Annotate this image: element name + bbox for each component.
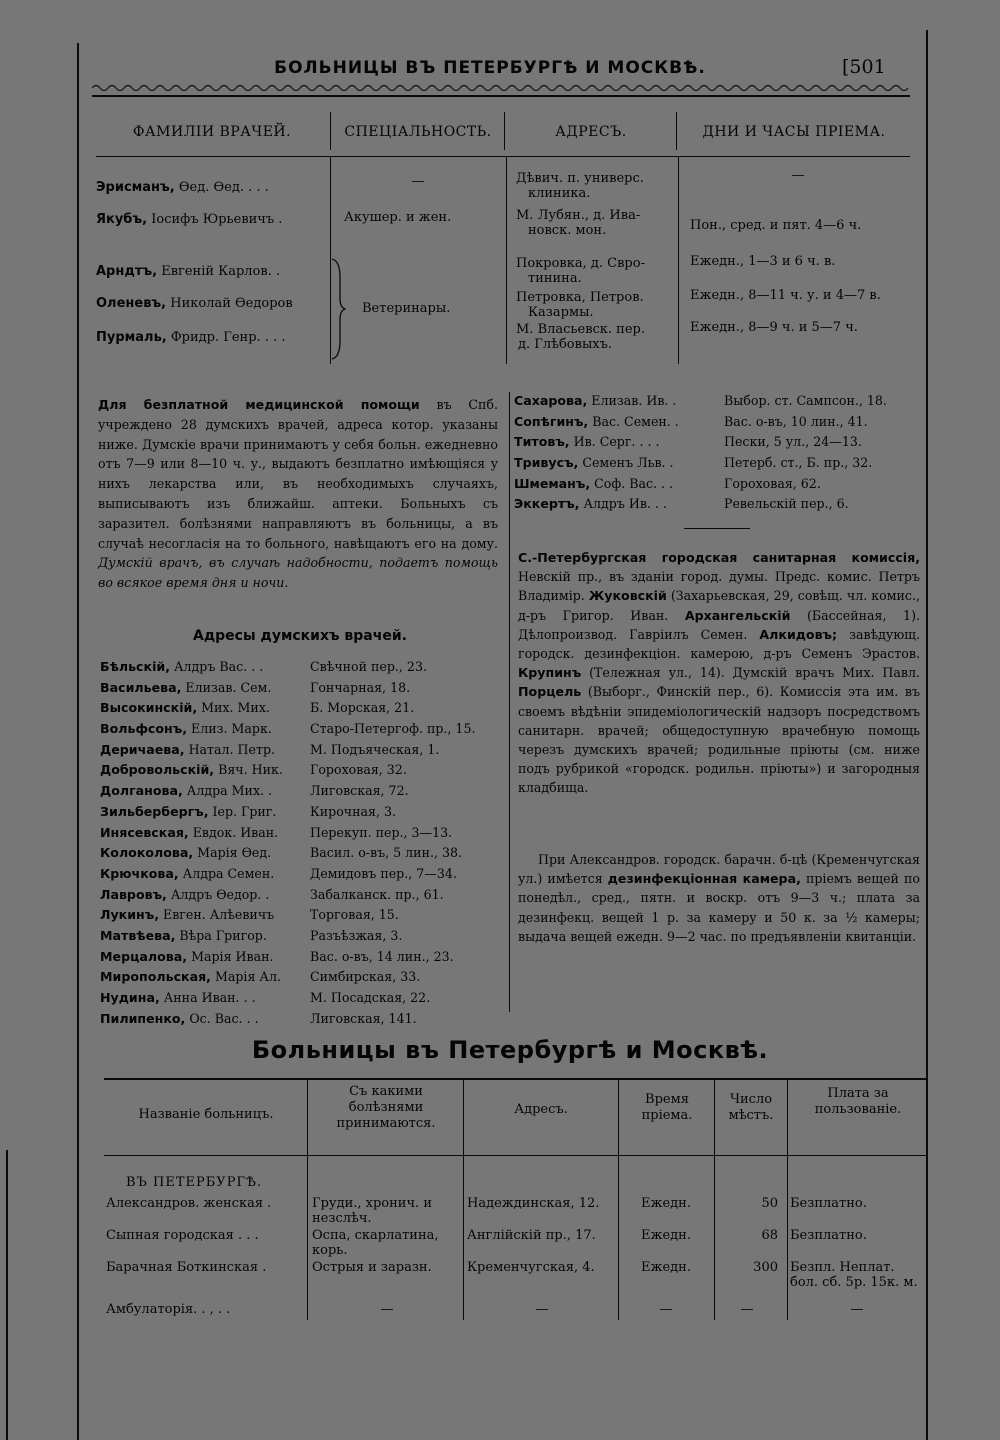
doctor-address: Лиговская, 141. xyxy=(310,1010,417,1026)
duma-doctor-entry xyxy=(514,496,924,517)
doctor-surname: Лавровъ, xyxy=(100,886,167,902)
hospital-address-cell: Надеждинская, 12. xyxy=(467,1196,600,1211)
hospitals-header-rule xyxy=(104,1155,926,1156)
doctor-surname: Лукинъ, xyxy=(100,907,159,923)
doctor-surname: Деричаева, xyxy=(100,741,185,757)
disinfection-paragraph: При Александров. городск. барачн. б-цѣ (Кременчугская ул.) имѣется дезинфекцiонная камера, прiемъ вещей по понедѣл., сред., пятн. и воскр. отъ 9—3 ч.; плата за дезинфекц. вещей 1 р. за камеру и 50 к. за ½ камеры; выдача вещей ежедн. 9—2 час. по предъявленiи квитанцiи. xyxy=(518,852,920,944)
doctors-col-hours: ДНИ И ЧАСЫ ПРIЕМА. xyxy=(702,124,886,140)
doctor-surname: Бѣльскiй, xyxy=(100,659,170,674)
doctor-given-name: Алдръ Ѳедор. . xyxy=(170,886,270,902)
doctor-address: Симбирская, 33. xyxy=(310,969,421,985)
doctor-surname: Эккертъ, xyxy=(514,496,580,512)
vet-specialty: Ветеринары. xyxy=(362,301,451,316)
doctor-given-name: Натал. Петр. xyxy=(188,741,276,757)
doctor-row-hours: Пон., сред. и пят. 4—6 ч. xyxy=(690,218,862,233)
duma-doctor-entry xyxy=(100,804,510,825)
hospital-places-cell: — xyxy=(740,1302,754,1317)
doctor-surname: Добровольскiй, xyxy=(100,762,215,778)
hospitals-top-rule xyxy=(104,1078,926,1080)
hospital-places-cell: 300 xyxy=(753,1260,778,1275)
doctor-address: Торговая, 15. xyxy=(310,907,399,923)
doctor-row-name: Эрисманъ, Ѳед. Ѳед. . . . xyxy=(96,180,269,195)
doctor-address: Перекуп. пер., 3—13. xyxy=(310,824,453,840)
doctor-given-name: Алдра Мих. . xyxy=(186,783,273,799)
doctor-row-hours: Ежедн., 8—11 ч. у. и 4—7 в. xyxy=(690,288,881,303)
hosp-col-places: Число мѣстъ. xyxy=(728,1092,774,1123)
doctor-row-address: Петровка, Петров. Казармы. xyxy=(516,290,644,320)
right-border xyxy=(926,30,928,1440)
doctor-given-name: Алдра Семен. xyxy=(182,865,275,881)
duma-doctor-entry xyxy=(100,907,510,928)
duma-doctor-entry xyxy=(100,783,510,804)
page-edge-line xyxy=(6,1150,8,1440)
hosp-divider-2 xyxy=(463,1080,464,1320)
doctor-address: Старо-Петергоф. пр., 15. xyxy=(310,721,476,737)
doctor-given-name: Евген. Алѣевичъ xyxy=(163,907,275,923)
doctor-given-name: Вѣра Григор. xyxy=(179,927,267,943)
doctor-surname: Матвѣева, xyxy=(100,927,176,943)
doctor-row-name: Якубъ, Iосифъ Юрьевичъ . xyxy=(96,212,283,227)
doctor-address: Гороховая, 62. xyxy=(724,475,821,491)
doctor-given-name: Елизав. Ив. . xyxy=(591,393,677,408)
hospital-address-cell: — xyxy=(535,1302,549,1317)
doctor-row-address: Дѣвич. п. универс. клиника. xyxy=(516,171,644,201)
doctor-address: Петерб. ст., Б. пр., 32. xyxy=(724,455,873,471)
hosp-col-address: Адресъ. xyxy=(514,1102,568,1117)
hospital-fee-cell: — xyxy=(850,1302,864,1317)
doctors-col-specialty: СПЕЦIАЛЬНОСТЬ. xyxy=(344,124,492,140)
doctor-surname: Инясевская, xyxy=(100,824,189,840)
hospital-address-cell: Англiйскiй пр., 17. xyxy=(467,1228,596,1243)
duma-doctor-entry xyxy=(100,969,510,990)
duma-doctor-entry xyxy=(100,659,510,680)
doctor-surname: Вольфсонъ, xyxy=(100,721,188,737)
doctor-address: Б. Морская, 21. xyxy=(310,700,415,716)
doctor-row-hours: Ежедн., 1—3 и 6 ч. в. xyxy=(690,254,836,269)
doctors-body-divider-2 xyxy=(506,156,507,364)
hospital-disease-cell: Груди., хронич. и незслѣч. xyxy=(312,1196,432,1226)
doctor-given-name: Елизав. Сем. xyxy=(185,679,272,695)
doctor-row-address: М. Власьевск. пер. д. Глѣбовыхъ. xyxy=(516,322,645,352)
doctor-address: Вас. о-въ, 10 лин., 41. xyxy=(724,413,868,429)
hosp-divider-5 xyxy=(787,1080,788,1320)
doctor-address: Ревельскiй пер., 6. xyxy=(724,496,849,512)
duma-doctors-list-right xyxy=(514,393,924,517)
duma-doctor-entry xyxy=(514,414,924,435)
doctor-surname: Колоколова, xyxy=(100,845,194,861)
hosp-divider-4 xyxy=(714,1080,715,1320)
duma-doctor-entry xyxy=(100,1011,510,1032)
doctor-given-name: Ив. Серг. . . . xyxy=(573,434,660,450)
doctor-address: Свѣчной пер., 23. xyxy=(310,659,427,674)
hospital-name-cell: Амбулаторiя. . , . . xyxy=(106,1302,231,1317)
doctor-row-hours: Ежедн., 8—9 ч. и 5—7 ч. xyxy=(690,320,858,335)
doctor-given-name: Вас. Семен. . xyxy=(592,413,679,429)
hospital-time-cell: Ежедн. xyxy=(641,1196,691,1211)
doctor-surname: Крючкова, xyxy=(100,865,179,881)
hosp-col-time: Время прiема. xyxy=(641,1092,693,1123)
hosp-col-fee: Плата за пользованiе. xyxy=(814,1086,902,1117)
doctor-given-name: Iер. Григ. xyxy=(212,803,277,819)
doctor-given-name: Ос. Вас. . . xyxy=(189,1010,259,1026)
doctors-col-address: АДРЕСЪ. xyxy=(555,124,627,140)
wavy-rule xyxy=(92,82,910,94)
doctor-given-name: Вяч. Ник. xyxy=(218,762,283,778)
duma-doctor-entry xyxy=(100,866,510,887)
doctor-address: М. Подъяческая, 1. xyxy=(310,741,440,757)
duma-doctor-entry xyxy=(100,721,510,742)
doctor-surname: Сахарова, xyxy=(514,393,588,408)
doctor-address: Забалканск. пр., 61. xyxy=(310,886,444,902)
doctor-surname: Зильбербергъ, xyxy=(100,803,209,819)
doctor-row-hours: — xyxy=(791,168,805,183)
hosp-divider-1 xyxy=(307,1080,308,1320)
doctor-address: М. Посадская, 22. xyxy=(310,990,431,1005)
hosp-col-disease: Съ какими болѣзнями принимаются. xyxy=(336,1084,436,1131)
duma-doctor-entry xyxy=(100,845,510,866)
doctor-address: Разъѣзжая, 3. xyxy=(310,927,403,943)
hospital-disease-cell: Оспа, скарлатина, корь. xyxy=(312,1228,439,1258)
duma-doctor-entry xyxy=(100,949,510,970)
header-rule xyxy=(92,95,910,97)
doctor-address: Васил. о-въ, 5 лин., 38. xyxy=(310,845,463,861)
left-border xyxy=(77,43,79,1440)
doctor-surname: Нудина, xyxy=(100,990,160,1005)
doctor-given-name: Семенъ Льв. . xyxy=(582,455,674,471)
doctor-given-name: Алдръ Ив. . . xyxy=(583,496,667,512)
duma-doctor-entry xyxy=(100,762,510,783)
duma-doctor-entry xyxy=(100,990,510,1011)
doctor-surname: Васильева, xyxy=(100,679,182,695)
doctor-address: Гончарная, 18. xyxy=(310,679,411,695)
hospital-name-cell: Александров. женская . xyxy=(106,1196,272,1211)
hosp-section-label: ВЪ ПЕТЕРБУРГѢ. xyxy=(126,1175,263,1190)
duma-doctor-entry xyxy=(514,455,924,476)
doctor-address: Вас. о-въ, 14 лин., 23. xyxy=(310,948,454,964)
hospital-time-cell: Ежедн. xyxy=(641,1260,691,1275)
duma-doctor-entry xyxy=(100,928,510,949)
duma-doctors-title: Адресы думскихъ врачей. xyxy=(193,628,407,644)
hospital-disease-cell: Острыя и заразн. xyxy=(312,1260,432,1275)
doctor-row-name: Пурмаль, Фридр. Генр. . . . xyxy=(96,330,286,345)
column-divider xyxy=(509,392,510,1012)
doctor-row-name: Арндтъ, Евгенiй Карлов. . xyxy=(96,264,281,279)
duma-doctor-entry xyxy=(514,476,924,497)
duma-doctor-entry xyxy=(100,742,510,763)
doctor-row-address: Покровка, д. Свро- тинина. xyxy=(516,256,645,286)
doctors-divider-3 xyxy=(676,112,677,150)
doctor-address: Демидовъ пер., 7—34. xyxy=(310,865,457,881)
duma-doctor-entry xyxy=(100,680,510,701)
doctor-surname: Пилипенко, xyxy=(100,1010,186,1026)
doctor-row-name: Оленевъ, Николай Ѳедоров xyxy=(96,296,293,311)
brace-icon xyxy=(330,257,346,361)
doctor-address: Гороховая, 32. xyxy=(310,762,407,778)
doctor-address: Выбор. ст. Сампсон., 18. xyxy=(724,393,887,408)
hospitals-title: Больницы въ Петербургѣ и Москвѣ. xyxy=(251,1036,769,1064)
doctor-surname: Сопѣгинъ, xyxy=(514,413,589,429)
doctor-given-name: Мих. Мих. xyxy=(201,700,270,716)
hospital-fee-cell: Безплатно. xyxy=(790,1196,867,1211)
doctor-surname: Шмеманъ, xyxy=(514,475,591,491)
doctor-given-name: Марiя Ал. xyxy=(214,969,281,985)
free-help-paragraph: Для безплатной медицинской помощи въ Спб. учреждено 28 думскихъ врачей, адреса котор. указаны ниже. Думскiе врачи принимаютъ у себя больн. ежедневно отъ 7—9 или 8—10 ч. у., выдаютъ безплатно имѣющiяся у нихъ лекарства или, въ необходимыхъ случаяхъ, выписываютъ изъ ближайш. аптеки. Больныхъ съ заразител. болѣзнями направляютъ въ больницы, а въ случаѣ несогласiя на то больного, навѣщаютъ его на дому. Думскiй врачъ, въ случаѣ надобности, подаетъ помощь во всякое время дня и ночи. xyxy=(98,397,498,591)
duma-doctor-entry xyxy=(514,434,924,455)
hospital-address-cell: Кременчугская, 4. xyxy=(467,1260,595,1275)
doctors-header-rule xyxy=(96,156,910,157)
doctor-surname: Высокинскiй, xyxy=(100,700,198,716)
sanitary-commission-paragraph: С.-Петербургская городская санитарная комиссiя, Невскiй пр., въ зданiи город. думы. Предс. комис. Петръ Владимiр. Жуковскiй (Захарьевская, 29, совѣщ. чл. комис., д-ръ Григор. Иван. Архангельскiй (Бассейная, 1). Дѣлопроизвод. Гаврiилъ Семен. Алкидовъ; завѣдующ. городск. дезинфекцiон. камерою, д-ръ Семенъ Эрастов. Крупинъ (Тележная ул., 14). Думскiй врачъ Мих. Павл. Порцель (Выборг., Финскiй пер., 6). Комиссiя эта им. въ своемъ вѣдѣнiи эпидемiологическiй надзоръ посредствомъ санитарн. врачей; общедоступную врачебную помощь черезъ думскихъ врачей; родильные прiюты (см. ниже подъ рубрикой «городск. родильн. прiюты») и загородныя кладбища. xyxy=(518,550,920,796)
duma-doctors-list-left xyxy=(100,659,510,1031)
hospital-fee-cell: Безплатно. xyxy=(790,1228,867,1243)
short-rule xyxy=(684,528,750,529)
duma-doctor-entry xyxy=(514,393,924,414)
hospital-places-cell: 50 xyxy=(761,1196,778,1211)
doctor-given-name: Евдок. Иван. xyxy=(192,824,279,840)
doctor-surname: Миропольская, xyxy=(100,969,211,985)
doctor-surname: Мерцалова, xyxy=(100,948,188,964)
hospital-disease-cell: — xyxy=(380,1302,394,1317)
doctors-col-name: ФАМИЛIИ ВРАЧЕЙ. xyxy=(132,124,292,140)
duma-doctor-entry xyxy=(100,700,510,721)
hospital-name-cell: Барачная Боткинская . xyxy=(106,1260,267,1275)
doctor-given-name: Анна Иван. . . xyxy=(163,990,256,1005)
doctor-surname: Долганова, xyxy=(100,783,183,799)
hosp-divider-3 xyxy=(618,1080,619,1320)
doctor-given-name: Елиз. Марк. xyxy=(191,721,272,737)
hospital-name-cell: Сыпная городская . . . xyxy=(106,1228,259,1243)
doctor-address: Лиговская, 72. xyxy=(310,783,409,799)
duma-doctor-entry xyxy=(100,887,510,908)
hosp-col-name: Названiе больницъ. xyxy=(138,1107,274,1122)
doctors-divider-1 xyxy=(330,112,331,150)
doctors-body-divider-3 xyxy=(678,156,679,364)
doctor-row-address: М. Лубян., д. Ива- новск. мон. xyxy=(516,208,641,238)
doctor-row-specialty: — xyxy=(411,174,425,189)
doctor-given-name: Марiя Иван. xyxy=(191,948,274,964)
hospital-time-cell: — xyxy=(659,1302,673,1317)
doctor-given-name: Алдръ Вас. . . xyxy=(174,659,264,674)
page-number: [501 xyxy=(842,56,886,78)
hospital-time-cell: Ежедн. xyxy=(641,1228,691,1243)
page-header-title: БОЛЬНИЦЫ ВЪ ПЕТЕРБУРГѢ И МОСКВѢ. xyxy=(274,58,706,78)
duma-doctor-entry xyxy=(100,825,510,846)
hospital-places-cell: 68 xyxy=(761,1228,778,1243)
doctor-surname: Тривусъ, xyxy=(514,455,579,471)
doctor-row-specialty: Акушер. и жен. xyxy=(344,210,452,225)
doctors-divider-2 xyxy=(504,112,505,150)
doctor-address: Кирочная, 3. xyxy=(310,803,396,819)
doctor-given-name: Соф. Вас. . . xyxy=(594,475,674,491)
doctor-address: Пески, 5 ул., 24—13. xyxy=(724,434,862,450)
hospital-fee-cell: Безпл. Неплат. бол. сб. 5р. 15к. м. xyxy=(790,1260,918,1290)
doctor-surname: Титовъ, xyxy=(514,434,570,450)
doctor-given-name: Марiя Ѳед. xyxy=(197,845,272,861)
